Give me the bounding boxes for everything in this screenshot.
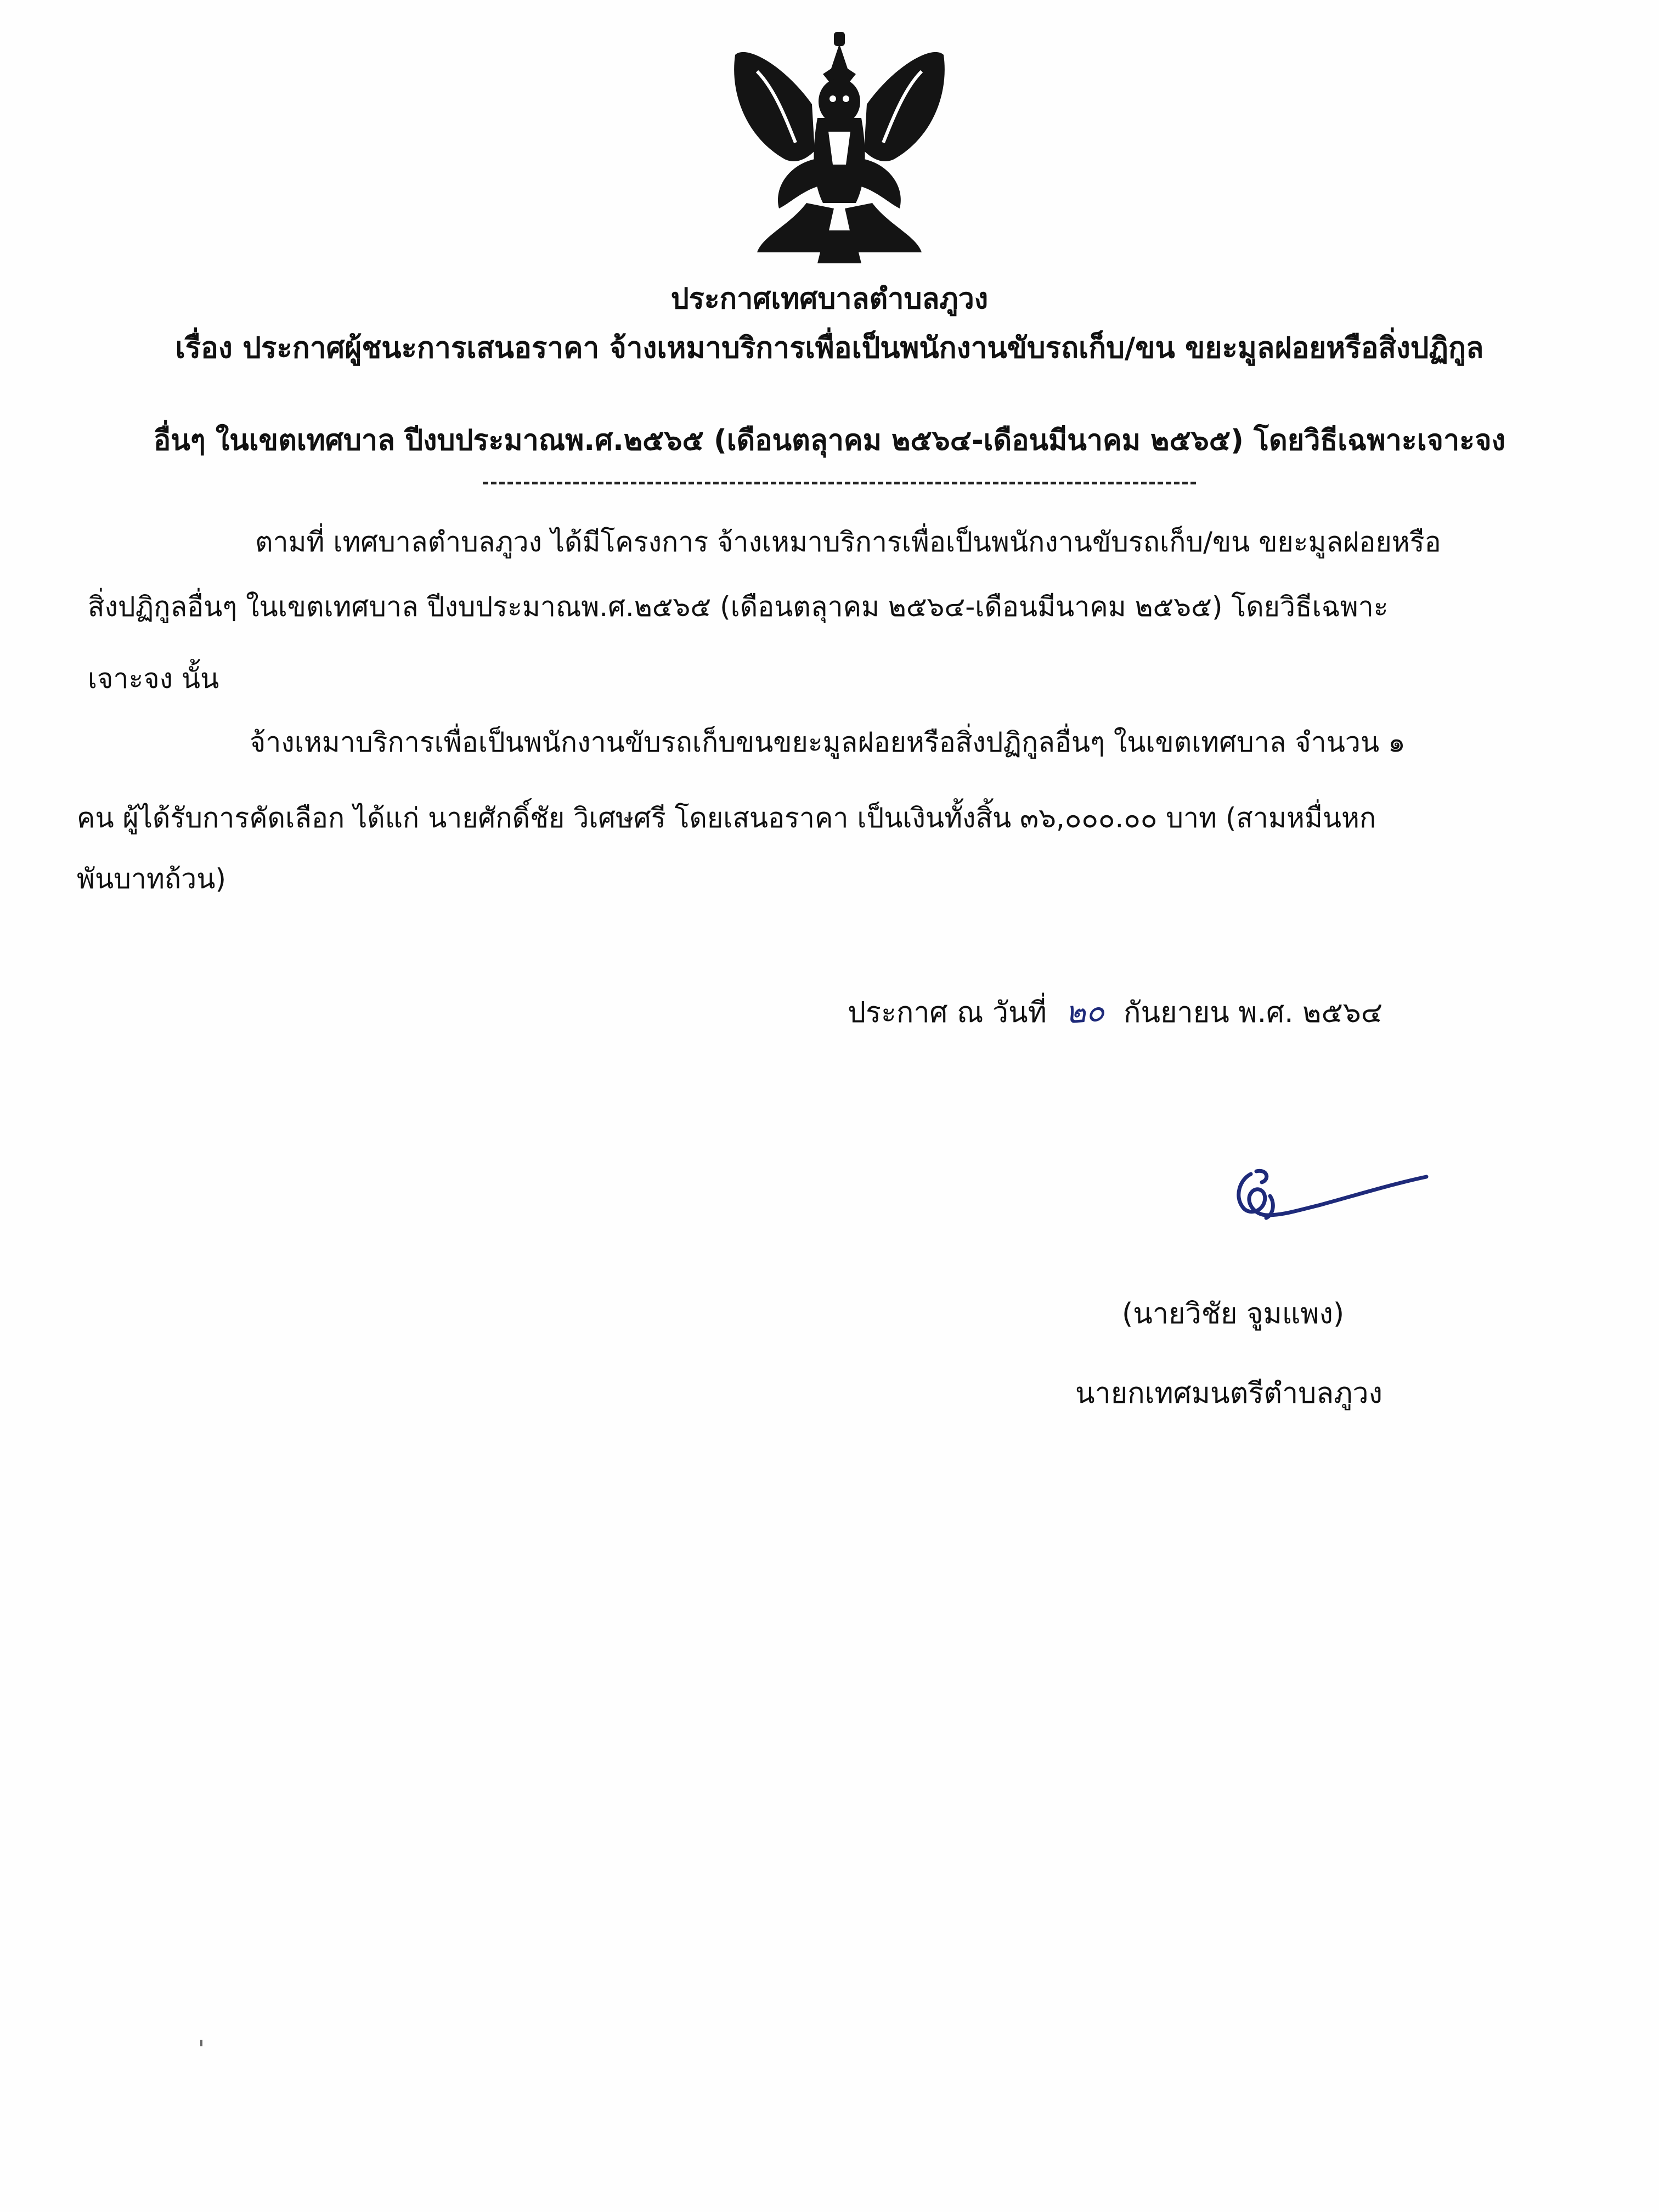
signer-title: นายกเทศมนตรีตำบลภูวง bbox=[1075, 1377, 1383, 1410]
scan-speck bbox=[200, 2040, 202, 2046]
signer-name: (นายวิชัย จูมแพง) bbox=[1122, 1297, 1345, 1330]
garuda-emblem-icon bbox=[724, 22, 955, 269]
date-prefix: ประกาศ ณ วันที่ bbox=[848, 996, 1047, 1029]
body-line-6: พันบาทถ้วน) bbox=[77, 863, 226, 895]
body-line-3: เจาะจง นั้น bbox=[88, 663, 219, 695]
date-suffix: กันยายน พ.ศ. ๒๕๖๔ bbox=[1124, 996, 1383, 1029]
document-heading: ประกาศเทศบาลตำบลภูวง bbox=[670, 283, 989, 315]
body-line-5: คน ผู้ได้รับการคัดเลือก ได้แก่ นายศักดิ์ชัย วิเศษศรี โดยเสนอราคา เป็นเงินทั้งสิ้น ๓๖,๐๐๐.๐๐ บาท (สามหมื่นหก bbox=[77, 802, 1376, 834]
handwritten-signature bbox=[1218, 1163, 1437, 1240]
subject-line-1: เรื่อง ประกาศผู้ชนะการเสนอราคา จ้างเหมาบริการเพื่อเป็นพนักงานขับรถเก็บ/ขน ขยะมูลฝอยหรือสิ่งปฏิกูล bbox=[175, 331, 1484, 365]
subject-line-2: อื่นๆ ในเขตเทศบาล ปีงบประมาณพ.ศ.๒๕๖๕ (เดือนตลุาคม ๒๕๖๔-เดือนมีนาคม ๒๕๖๕) โดยวิธีเฉพาะเจาะจง bbox=[154, 424, 1505, 457]
announcement-date bbox=[848, 993, 1383, 1032]
dashed-separator bbox=[483, 482, 1196, 484]
date-day-handwritten: ๒๐ bbox=[1064, 992, 1106, 1031]
body-line-1: ตามที่ เทศบาลตำบลภูวง ได้มีโครงการ จ้างเหมาบริการเพื่อเป็นพนักงานขับรถเก็บ/ขน ขยะมูลฝอยหรือ bbox=[255, 526, 1441, 558]
body-line-4: จ้างเหมาบริการเพื่อเป็นพนักงานขับรถเก็บขนขยะมูลฝอยหรือสิ่งปฏิกูลอื่นๆ ในเขตเทศบาล จำนวน ๑ bbox=[250, 726, 1406, 758]
body-line-2: สิ่งปฏิกูลอื่นๆ ในเขตเทศบาล ปีงบประมาณพ.ศ.๒๕๖๕ (เดือนตลุาคม ๒๕๖๔-เดือนมีนาคม ๒๕๖๕) โดยวิธีเฉพาะ bbox=[88, 591, 1389, 623]
